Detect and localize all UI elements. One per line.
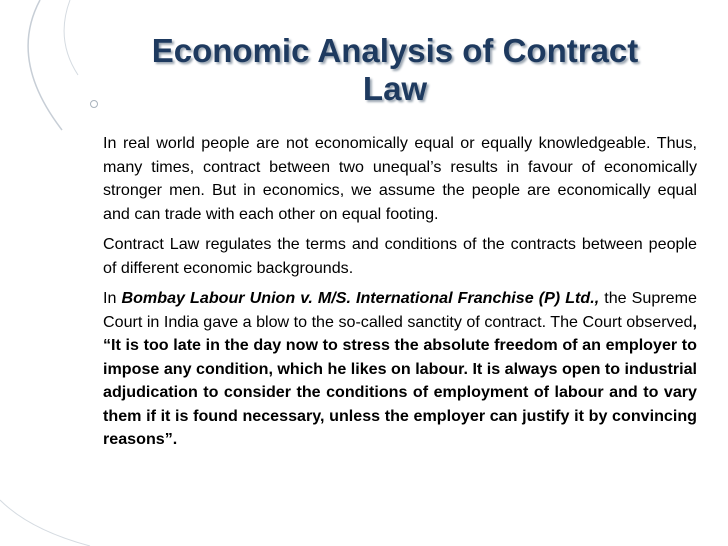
title-line-2: Law bbox=[362, 70, 428, 107]
slide-body bbox=[103, 132, 697, 459]
small-circle-ornament bbox=[91, 101, 98, 108]
paragraph-2: Contract Law regulates the terms and conditions of the contracts between people of different economic backgrounds. bbox=[103, 235, 697, 277]
paragraph-3 bbox=[103, 287, 697, 452]
title-line-1: Economic Analysis of Contract bbox=[151, 32, 639, 69]
top-left-curve bbox=[28, 0, 62, 130]
paragraph-3-middle: the Supreme Court in India gave a blow to the so-called sanctity of contract. The Court observed bbox=[103, 289, 697, 331]
paragraph-3-prefix: In bbox=[103, 289, 122, 307]
bottom-left-curve bbox=[0, 500, 90, 546]
paragraph-1: In real world people are not economically equal or equally knowledgeable. Thus, many times, contract between two unequal’s results in favour of economically stronger men. But in economics, we assume the people are economically equal and can trade with each other on equal footing. bbox=[103, 134, 697, 223]
top-left-curve-2 bbox=[64, 0, 78, 75]
case-name: Bombay Labour Union v. M/S. International Franchise (P) Ltd., bbox=[121, 289, 600, 307]
slide-title bbox=[120, 32, 670, 108]
court-quote: , “It is too late in the day now to stress the absolute freedom of an employer to impose any condition, which he likes on labour. It is always open to industrial adjudication to consider the conditions of employment of labour and to vary them if it is found necessary, unless the employer can justify it by convincing reasons”. bbox=[103, 312, 697, 448]
